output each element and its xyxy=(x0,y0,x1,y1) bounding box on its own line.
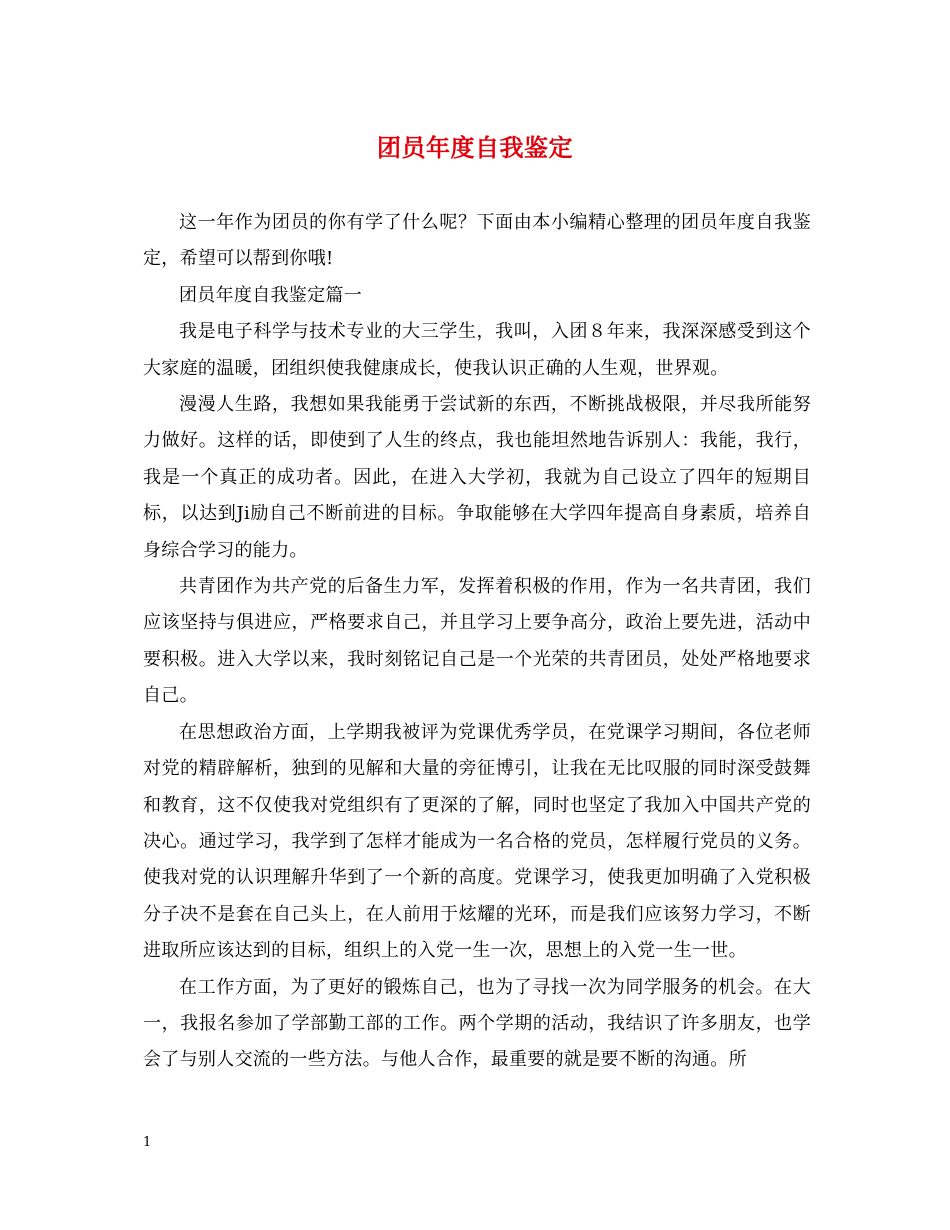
body-paragraph: 共青团作为共产党的后备生力军，发挥着积极的作用，作为一名共青团，我们应该坚持与俱进应，严格要求自己，并且学习上要争高分，政治上要先进，活动中要积极。进入大学以来，我时刻铭记自己是一个光荣的共青团员，处处严格地要求自己。 xyxy=(143,576,811,707)
body-paragraph: 漫漫人生路，我想如果我能勇于尝试新的东西，不断挑战极限，并尽我所能努力做好。这样的话，即使到了人生的终点，我也能坦然地告诉别人：我能，我行，我是一个真正的成功者。因此，在进入大学初，我就为自己设立了四年的短期目标，以达到Ji励自己不断前进的目标。争取能够在大学四年提高自身素质，培养自身综合学习的能力。 xyxy=(143,394,811,561)
document-body xyxy=(143,205,811,1079)
section-heading: 团员年度自我鉴定篇一 xyxy=(179,284,362,306)
intro-paragraph: 这一年作为团员的你有学了什么呢？下面由本小编精心整理的团员年度自我鉴定，希望可以帮到你哦! xyxy=(143,212,811,270)
document-title: 团员年度自我鉴定 xyxy=(377,133,573,162)
body-paragraph: 我是电子科学与技术专业的大三学生，我叫，入团８年来，我深深感受到这个大家庭的温暖，团组织使我健康成长，使我认识正确的人生观，世界观。 xyxy=(143,321,811,379)
page-number: 1 xyxy=(143,1135,152,1150)
body-paragraph: 在工作方面，为了更好的锻炼自己，也为了寻找一次为同学服务的机会。在大一，我报名参加了学部勤工部的工作。两个学期的活动，我结识了许多朋友，也学会了与别人交流的一些方法。与他人合作，最重要的就是要不断的沟通。所 xyxy=(143,976,811,1071)
body-paragraph: 在思想政治方面，上学期我被评为党课优秀学员，在党课学习期间，各位老师对党的精辟解析，独到的见解和大量的旁征博引，让我在无比叹服的同时深受鼓舞和教育，这不仅使我对党组织有了更深的了解，同时也坚定了我加入中国共产党的决心。通过学习，我学到了怎样才能成为一名合格的党员，怎样履行党员的义务。使我对党的认识理解升华到了一个新的高度。党课学习，使我更加明确了入党积极分子决不是套在自己头上，在人前用于炫耀的光环，而是我们应该努力学习，不断进取所应该达到的目标，组织上的入党一生一次，思想上的入党一生一世。 xyxy=(143,721,811,962)
